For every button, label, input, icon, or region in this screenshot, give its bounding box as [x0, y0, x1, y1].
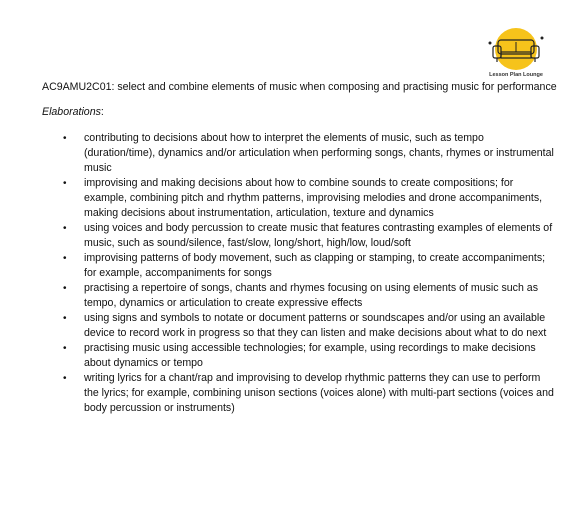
list-item [42, 131, 557, 176]
descriptor-text: : select and combine elements of music when composing and practising music for performance [111, 81, 557, 93]
bullet-icon: • [63, 313, 67, 324]
bullet-icon: • [63, 133, 67, 144]
descriptor-code: AC9AMU2C01 [42, 81, 112, 93]
list-item [42, 371, 557, 416]
list-item [42, 311, 557, 341]
list-item [42, 341, 557, 371]
elaborations-suffix: : [100, 106, 104, 118]
list-item-text: writing lyrics for a chant/rap and improvising to develop rhythmic patterns they can use to perform the lyrics; for example, combining unison sections (voices alone) with multi-part sections (voices and body percussion or instruments) [84, 372, 554, 414]
sofa-icon [485, 26, 547, 72]
list-item-text: improvising and making decisions about how to combine sounds to create compositions; for example, combining pitch and rhythm patterns, improvising melodies and drone accompaniments, making decisions about instrumentation, articulation, texture and dynamics [84, 177, 543, 219]
bullet-icon: • [63, 223, 67, 234]
bullet-icon: • [63, 343, 67, 354]
list-item [42, 251, 557, 281]
list-item [42, 281, 557, 311]
list-item-text: using voices and body percussion to create music that features contrasting examples of elements of music, such as sound/silence, fast/slow, long/short, high/low, loud/soft [84, 222, 553, 249]
logo [481, 26, 551, 82]
bullet-icon: • [63, 253, 67, 264]
bullet-icon: • [63, 283, 67, 294]
elaborations-heading [42, 105, 557, 120]
list-item-text: practising a repertoire of songs, chants and rhymes focusing on using elements of music such as tempo, dynamics or articulation to create expressive effects [84, 282, 539, 309]
list-item [42, 176, 557, 221]
list-item-text: using signs and symbols to notate or document patterns or soundscapes and/or using an available device to record work in progress so that they can listen and make decisions about what to do next [84, 312, 547, 339]
content-descriptor [42, 80, 557, 95]
bullet-icon: • [63, 178, 67, 189]
elaborations-label: Elaborations [42, 106, 101, 118]
elaborations-list [42, 131, 557, 416]
logo-text: Lesson Plan Lounge [489, 72, 543, 78]
list-item-text: improvising patterns of body movement, such as clapping or stamping, to create accompaniments; for example, accompaniments for songs [84, 252, 546, 279]
list-item-text: practising music using accessible technologies; for example, using recordings to make decisions about dynamics or tempo [84, 342, 536, 369]
curriculum-content [42, 80, 557, 416]
bullet-icon: • [63, 373, 67, 384]
list-item-text: contributing to decisions about how to interpret the elements of music, such as tempo (duration/time), dynamics and/or articulation when performing songs, chants, rhymes or instrumental music [84, 132, 554, 174]
list-item [42, 221, 557, 251]
